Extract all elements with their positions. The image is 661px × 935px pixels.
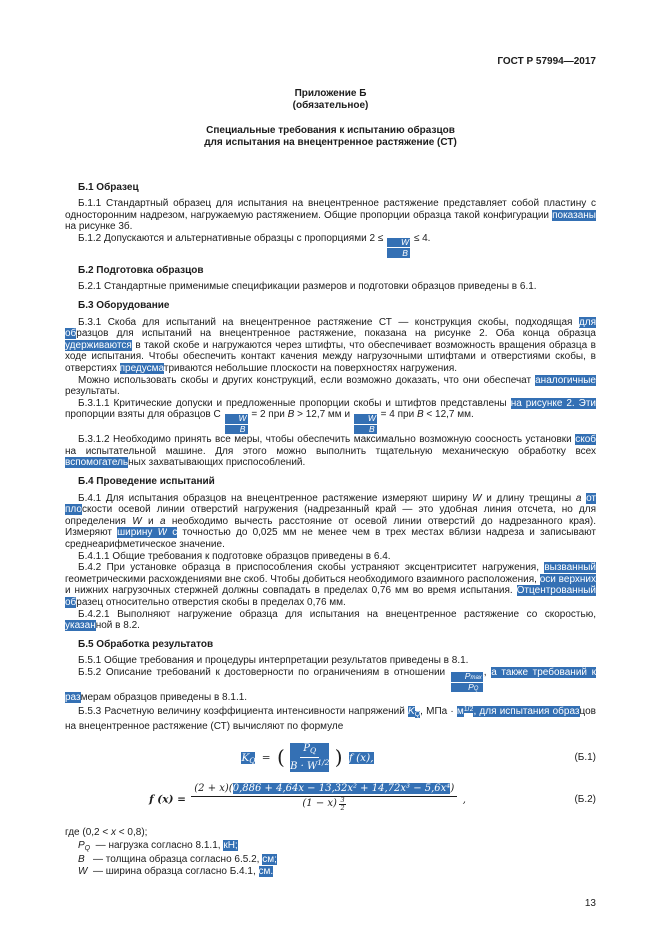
fraction-numerator: $P_Q$ (300, 743, 319, 758)
equals-sign: = (261, 751, 271, 764)
close-paren: ) (334, 744, 343, 769)
fraction-denominator: $B \cdot W^{1/2}$ (290, 757, 330, 772)
formula-b1-expression (65, 743, 550, 772)
formula-b2-fraction (191, 783, 457, 816)
formula-b2 (65, 783, 596, 816)
formula-b2-expression (65, 783, 550, 816)
annex-title: Приложение Б (294, 87, 367, 99)
section-heading-b4: Б.4 Проведение испытаний (78, 475, 215, 487)
paragraph-b2-1: Б.2.1 Стандартные применимые спецификации размеров и подготовки образцов приведены в 6.1. (78, 281, 537, 293)
exponent-fraction: $\frac{3}{2}$ (340, 795, 345, 813)
doc-title-line2: для испытания на внецентренное растяжение (СТ) (204, 137, 457, 149)
paragraph-b3-1-cont: Можно использовать скобы и других конструкций, если возможно доказать, что они обеспечат аналогичные результаты. (65, 374, 596, 398)
formula-b1 (65, 743, 596, 772)
where-list (65, 827, 596, 877)
doc-title-line1: Специальные требования к испытанию образцов (206, 124, 455, 136)
paragraph-b4-1-1: Б.4.1.1 Общие требования к подготовке образцов приведены в 6.4. (78, 550, 391, 562)
formula-b1-lhs: KQ (241, 751, 256, 765)
fraction-denominator: (1 − x) $\frac{3}{2}$ (302, 795, 345, 813)
formula-b1-label: (Б.1) (574, 752, 596, 764)
paragraph-b4-2: Б.4.2 При установке образца в приспособления скобы устраняют эксцентриситет нагружения, вызванный геометрическими расхождениями вне скоб. Чтобы добиться необходимого взаимного расположения, оси верхних и нижних нагрузочных стержней должны совпадать в пределах 0,76 мм во время испытания. Отцентрованный образец относительно отверстия скобы в пределах 0,76 мм. (65, 562, 596, 608)
paragraph-b5-2: Б.5.2 Описание требований к достоверности по ограничениям в отношении $\frac{Pmax}{PQ}$ , а также требований к размерам образцов приведены в 8.1.1. (65, 666, 597, 704)
where-item-pq: $P_Q$ — нагрузка согласно 8.1.1, кН; (78, 839, 238, 852)
paragraph-b4-1: Б.4.1 Для испытания образцов на внецентренное растяжение измеряют ширину W и длину трещины а от плоскости осевой линии отверстий нагружения (надрезанный край — это удобная линия отсчета, но для определения W и а необходимо вычесть расстояние от осевой линии отверстий до надрезанного края). Измеряют ширину W с точностью до 0,025 мм не менее чем в трех местах вблизи надреза и записывают среднеарифметическое значение. (65, 492, 597, 550)
paragraph-b4-2-1: Б.4.2.1 Выполняют нагружение образца для испытания на внецентренное растяжение со скоростью, указанной в 8.2. (65, 608, 596, 632)
paragraph-b5-3: Б.5.3 Расчетную величину коэффициента интенсивности напряжений $K_Q$, МПа · $м^{1/2}$, для испытания образцов на внецентренное растяжение (СТ) вычисляют по формуле (65, 706, 596, 732)
where-intro: где (0,2 < x < 0,8); (65, 827, 148, 839)
annex-subtitle: (обязательное) (292, 99, 369, 111)
page-number: 13 (584, 897, 596, 909)
section-heading-b2: Б.2 Подготовка образцов (78, 264, 204, 276)
paragraph-b5-1: Б.5.1 Общие требования и процедуры интерпретации результатов приведены в 8.1. (78, 655, 469, 667)
paragraph-b3-1-2: Б.3.1.2 Необходимо принять все меры, чтобы обеспечить максимально возможную соосность установки скоб на испытательной машине. Для этого можно выполнить тщательную механическую обработку всех вспомогательных захватывающих приспособлений. (65, 434, 596, 469)
where-item-w: W — ширина образца согласно Б.4.1, см. (78, 865, 274, 877)
section-heading-b1: Б.1 Образец (78, 181, 139, 193)
open-paren: ( (276, 744, 285, 769)
paragraph-b1-2: Б.1.2 Допускаются и альтернативные образцы с пропорциями 2 ≤ $\frac{W}{B}$ ≤ 4. (78, 232, 431, 258)
formula-b2-comma: , (462, 793, 466, 806)
formula-b2-label: (Б.2) (574, 793, 596, 805)
doc-code: ГОСТ Р 57994—2017 (497, 56, 596, 67)
fraction-numerator: (2 + x)(0,886 + 4,64x − 13,32x² + 14,72x³ − 5,6x⁴) (191, 783, 457, 797)
formula-b1-tail: f (x), (348, 751, 374, 764)
formula-b2-lhs: f (x) = (149, 793, 186, 806)
doc-title (65, 125, 596, 150)
section-heading-b3: Б.3 Оборудование (78, 300, 170, 311)
paragraph-b3-1: Б.3.1 Скоба для испытаний на внецентренное растяжение СТ — конструкция скобы, подходящая для образцов для испытаний на внецентренное растяжение, показана на рисунке 2. Оба конца образца удерживаются в такой скобе и нагружаются через штифты, что обеспечивает возможность вращения образца в ходе испытания. Чтобы обеспечить контакт качения между нагрузочными штифтами и отверстиями скобы, в отверстиях предусматриваются небольшие плоскости на поверхностях нагружения. (65, 316, 596, 374)
paragraph-b1-1: Б.1.1 Стандартный образец для испытания на внецентренное растяжение представляет собой пластину с односторонним надрезом, нагружаемую растяжением. Общие пропорции образца такой конфигурации показаны на рисунке 3б. (65, 198, 596, 233)
paragraph-b3-1-1: Б.3.1.1 Критические допуски и предложенные пропорции скобы и штифтов представлены на рисунке 2. Эти пропорции взяты для образцов С $\frac{W}{B}$ = 2 при В > 12,7 мм и $\frac{W}{B}$ = 4 при В < 12,7 мм. (65, 397, 596, 435)
where-item-b: В — толщина образца согласно 6.5.2, см; (78, 854, 277, 866)
section-heading-b5: Б.5 Обработка результатов (78, 638, 214, 650)
annex-heading (65, 88, 596, 112)
formula-b1-fraction (290, 743, 329, 772)
